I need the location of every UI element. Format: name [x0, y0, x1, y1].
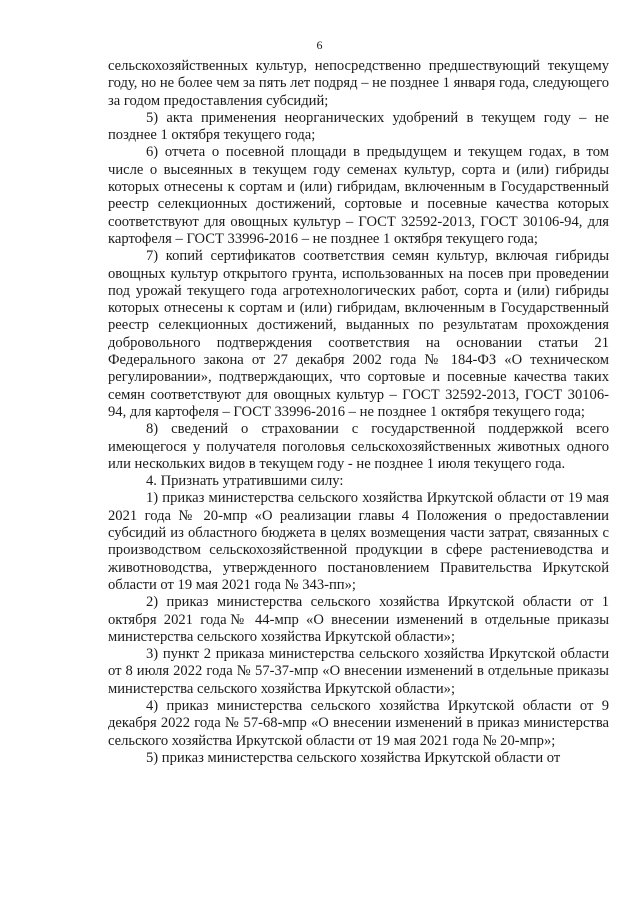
paragraph: 3) пункт 2 приказа министерства сельского хозяйства Иркутской области от 8 июля 2022 года № 57-37-мпр «О внесении изменений в отдельные приказы министерства сельского хозяйства Иркутской области»;: [108, 646, 609, 697]
paragraph: 1) приказ министерства сельского хозяйства Иркутской области от 19 мая 2021 года № 20-мпр «О реализации главы 4 Положения о предоставлении субсидий из областного бюджета в целях возмещения части затрат, связанных с производством сельскохозяйственной продукции в сфере растениеводства и животноводства, утвержденного постановлением Правительства Иркутской области от 19 мая 2021 года № 343-пп»;: [108, 490, 609, 593]
paragraph: 6) отчета о посевной площади в предыдущем и текущем годах, в том числе о высеянных в текущем году семенах культур, сорта и (или) гибриды которых отнесены к сортам и (или) гибридам, включенным в Государственный реестр селекционных достижений, сортовые и посевные качества которых соответствуют для овощных культур – ГОСТ 32592-2013, ГОСТ 30106-94, для картофеля – ГОСТ 33996-2016 – не позднее 1 октября текущего года;: [108, 144, 609, 247]
paragraph: 7) копий сертификатов соответствия семян культур, включая гибриды овощных культур открытого грунта, использованных на посев при проведении под урожай текущего года агротехнологических работ, сорта и (или) гибриды которых отнесены к сортам и (или) гибридам, включенным в Государственный реестр селекционных достижений, выданных по результатам прохождения добровольного подтверждения соответствия на основании статьи 21 Федерального закона от 27 декабря 2002 года № 184-ФЗ «О техническом регулировании», подтверждающих, что сортовые и посевные качества таких семян соответствуют для овощных культур – ГОСТ 32592-2013, ГОСТ 30106-94, для картофеля – ГОСТ 33996-2016 – не позднее 1 октября текущего года;: [108, 248, 609, 420]
paragraph: 8) сведений о страховании с государственной поддержкой всего имеющегося у получателя поголовья сельскохозяйственных животных одного или нескольких видов в текущем году - не позднее 1 июля текущего года.: [108, 421, 609, 472]
paragraph: 5) приказ министерства сельского хозяйства Иркутской области от: [146, 749, 561, 766]
paragraph: 4) приказ министерства сельского хозяйства Иркутской области от 9 декабря 2022 года № 57-68-мпр «О внесении изменений в приказ министерства сельского хозяйства Иркутской области от 19 мая 2021 года № 20-мпр»;: [108, 697, 609, 749]
page-number: 6: [316, 38, 323, 52]
section-heading: 4. Признать утратившими силу:: [146, 473, 344, 490]
paragraph: сельскохозяйственных культур, непосредственно предшествующий текущему году, но не более чем за пять лет подряд – не позднее 1 января года, следующего за годом предоставления субсидий;: [108, 58, 609, 109]
document-body: [108, 58, 609, 767]
paragraph: 5) акта применения неорганических удобрений в текущем году – не позднее 1 октября текущего года;: [108, 109, 609, 144]
paragraph: 2) приказ министерства сельского хозяйства Иркутской области от 1 октября 2021 года№ 44-мпр «О внесении изменений в отдельные приказы министерства сельского хозяйства Иркутской области»;: [108, 594, 609, 645]
